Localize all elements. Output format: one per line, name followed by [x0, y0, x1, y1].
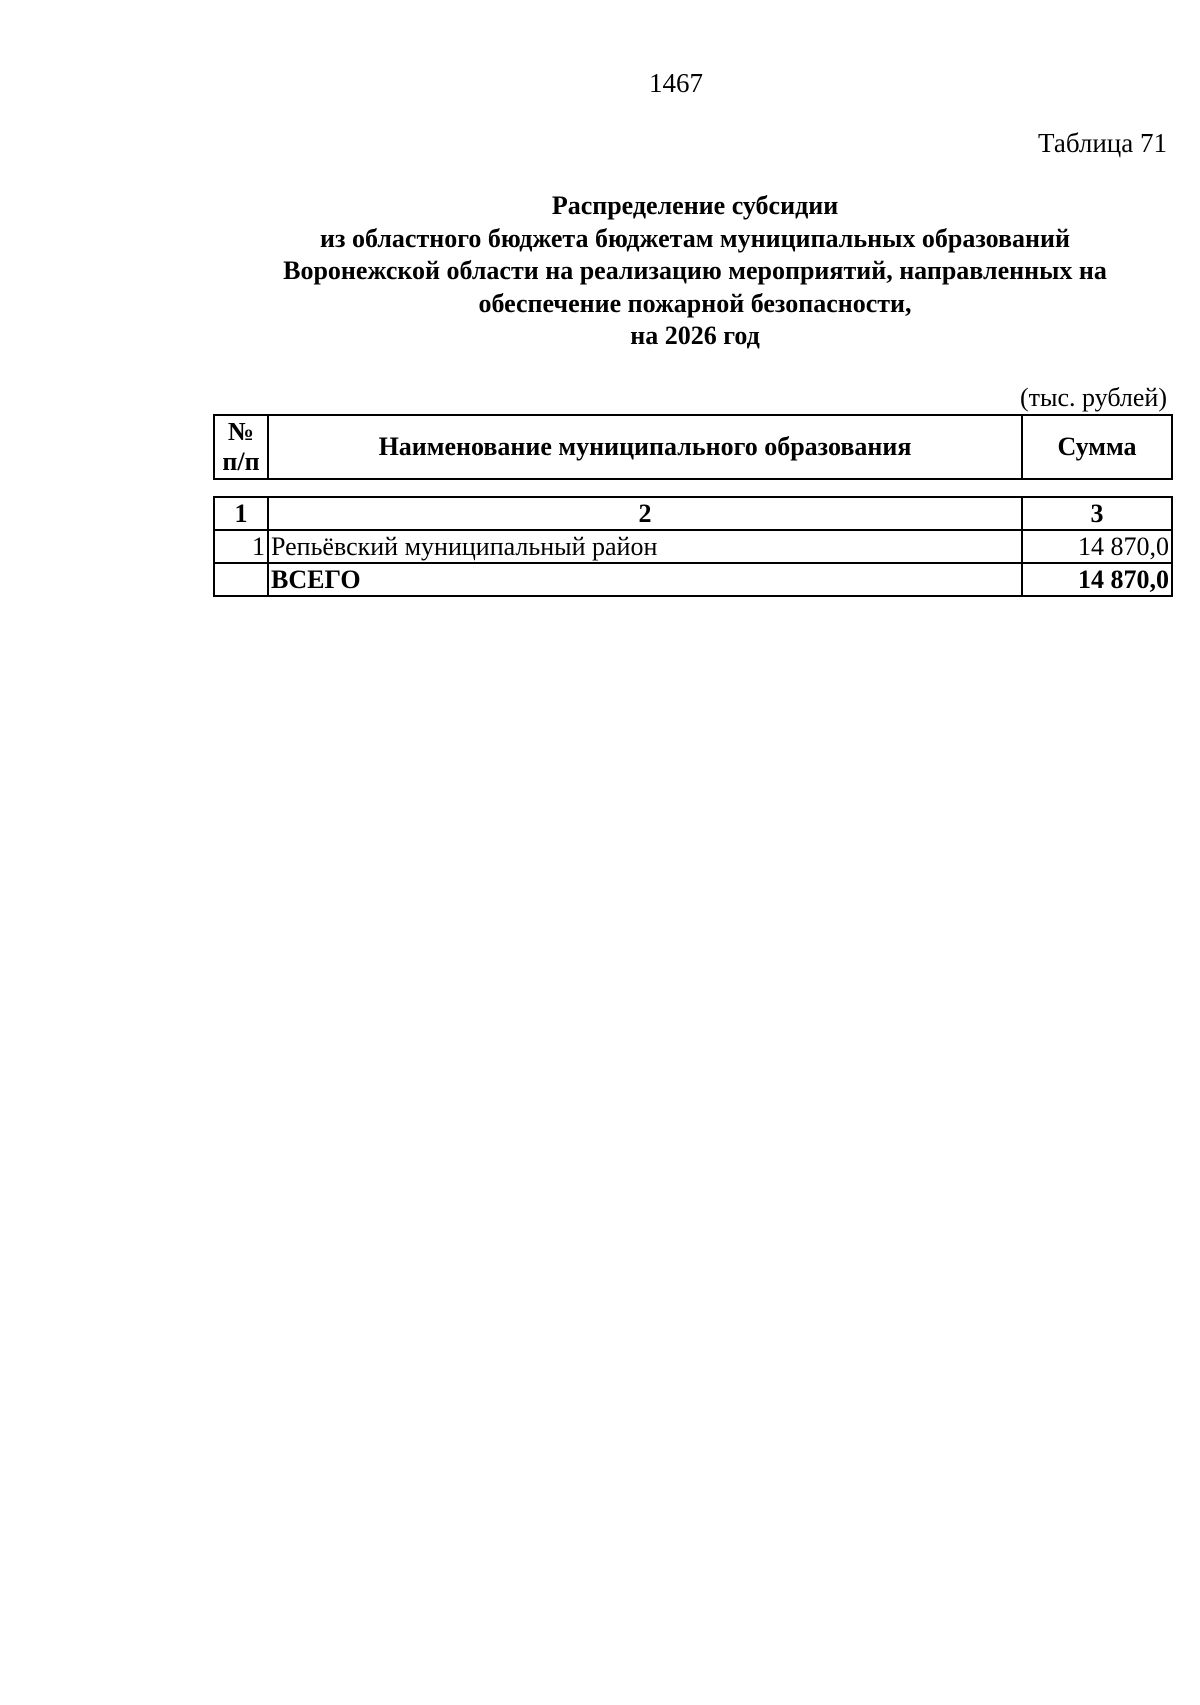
row-num-cell: 1	[214, 530, 268, 563]
header-num-line2: п/п	[222, 447, 260, 476]
header-sum: Сумма	[1022, 415, 1172, 479]
row-sum-cell: 14 870,0	[1022, 530, 1172, 563]
table-number: Таблица 71	[1038, 128, 1167, 158]
total-name-cell: ВСЕГО	[268, 563, 1022, 596]
document-title	[200, 190, 1190, 353]
column-number-cell: 3	[1022, 497, 1172, 530]
data-table	[213, 496, 1173, 597]
header-name: Наименование муниципального образования	[268, 415, 1022, 479]
column-number-cell: 2	[268, 497, 1022, 530]
title-line: на 2026 год	[630, 321, 760, 350]
column-number-row	[214, 497, 1172, 530]
header-row	[214, 415, 1172, 479]
total-sum-cell: 14 870,0	[1022, 563, 1172, 596]
header-num	[214, 415, 268, 479]
page-number: 1467	[649, 68, 703, 98]
table-header	[213, 414, 1173, 480]
column-number-cell: 1	[214, 497, 268, 530]
header-num-line1: №	[227, 417, 255, 446]
title-line: Распределение субсидии	[551, 191, 839, 220]
total-row	[214, 563, 1172, 596]
title-line: Воронежской области на реализацию мероприятий, направленных на	[283, 256, 1107, 285]
table-row	[214, 530, 1172, 563]
title-line: обеспечение пожарной безопасности,	[478, 288, 912, 318]
units-label: (тыс. рублей)	[1019, 383, 1167, 412]
row-name-cell: Репьёвский муниципальный район	[268, 530, 1022, 563]
title-line: из областного бюджета бюджетам муниципальных образований	[320, 223, 1070, 253]
total-num-cell	[214, 563, 268, 596]
